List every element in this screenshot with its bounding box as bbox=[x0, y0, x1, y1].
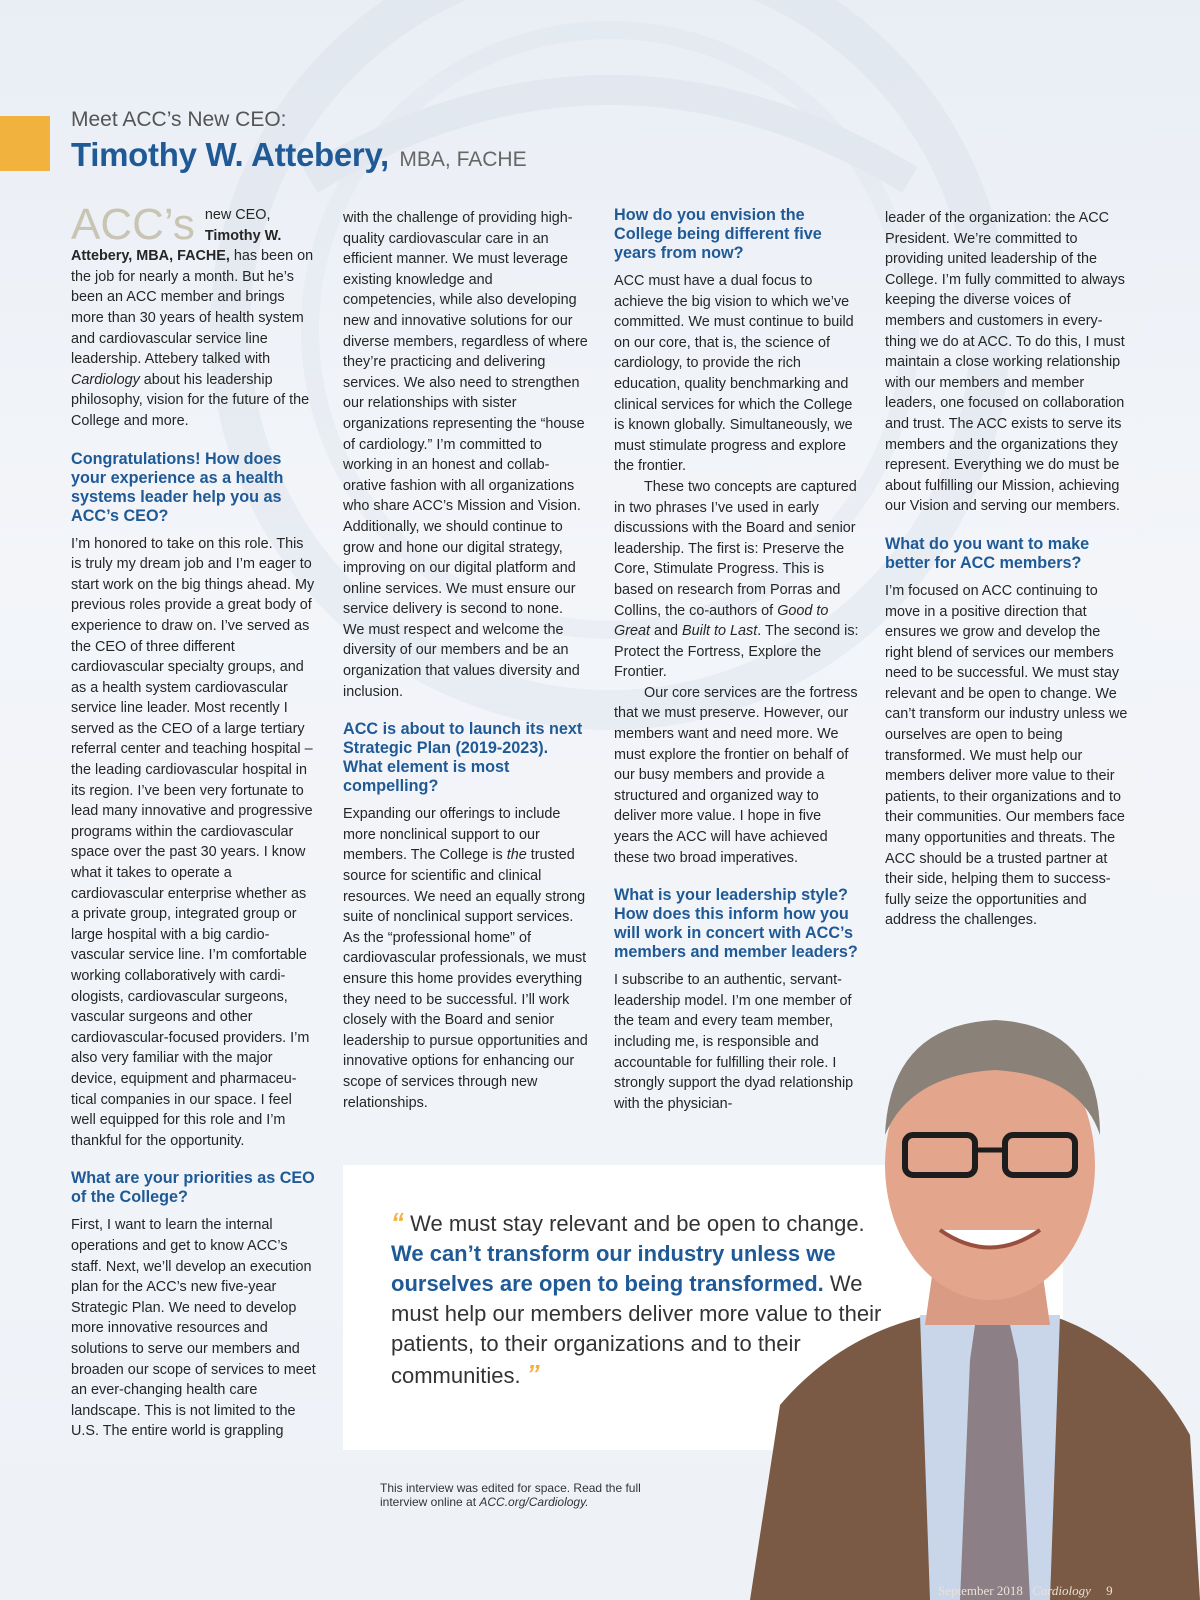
answer-paragraph: Expanding our offerings to include more nonclinical support to our members. The College is the trusted source for scientific and clinical resources. We need an equally strong suite of nonclinical support services. As the “professional home” of cardiovascular professionals, we must ensure this home provides everything they need to be successful. I’ll work closely with the Board and senior leadership to pursue opportunities and innovative options for enhancing our scope of services through new relationships. bbox=[343, 806, 588, 1111]
article-kicker: Meet ACC’s New CEO: bbox=[71, 108, 287, 131]
answer-paragraph: I’m focused on ACC continuing to move in a positive direction that ensures we grow and develop the right blend of services our members need to be successful. We must stay relevant and be open to change. We can’t transform our industry unless we ourselves are open to being transformed. We must help our members deliver more value to their patients, to their organizations and to their communities. Our members face many opportunities and threats. The ACC should be a trusted partner at their side, helping them to success-fully seize the opportunities and address the challenges. bbox=[885, 582, 1128, 929]
page-number: 9 bbox=[1106, 1583, 1113, 1598]
column-2 bbox=[343, 208, 588, 1113]
folio-magazine: Cardiology bbox=[1032, 1583, 1091, 1598]
intro-paragraph: ACC’s new CEO, Timothy W. Attebery, MBA, FACHE, has been on the job for nearly a month. But he’s been an ACC member and brings more than 30 years of health system and cardiovascular service line leadership. Attebery talked with Cardiology about his leadership philosophy, vision for the future of the College and more. bbox=[71, 200, 314, 429]
drop-cap: ACC’s bbox=[71, 200, 195, 249]
question-heading: What are your priorities as CEO of the College? bbox=[71, 1169, 315, 1207]
accent-bar bbox=[0, 116, 50, 171]
column-1 bbox=[71, 200, 316, 1442]
answer-paragraph: I subscribe to an authentic, servant-leadership model. I’m one member of the team and every team member, including me, is responsible and accountable for fulfilling their role. I strongly support the dyad relationship with the physician- bbox=[614, 972, 854, 1112]
open-quote-icon: “ bbox=[391, 1207, 404, 1237]
pull-quote-emphasis: We can’t transform our industry unless we ourselves are open to being transformed. bbox=[391, 1241, 836, 1296]
answer-paragraph: First, I want to learn the internal operations and get to know ACC’s staff. Next, we’ll develop an execution plan for the ACC’s new five-year Strategic Plan. We need to develop more innovative resources and solutions to serve our members and broaden our scope of services to meet an ever-changing health care landscape. This is not limited to the U.S. The entire world is grappling bbox=[71, 1217, 316, 1440]
article-headline bbox=[71, 136, 527, 174]
ceo-credentials: MBA, FACHE bbox=[399, 148, 527, 171]
answer-paragraph: I’m honored to take on this role. This is truly my dream job and I’m eager to start work on the big things ahead. My previous roles provide a great body of experience to draw on. I’ve served as the CEO of three different cardiovascular specialty groups, and as a health system cardiovascular service line leader. Most recently I served as the CEO of a large tertiary referral center and teaching hospital – the leading cardiovascular hospital in its region. I’ve been very fortunate to lead many innovative and progressive programs within the cardiovascular space over the past 30 years. I know what it takes to operate a cardiovascular enterprise whether as a private group, integrated group or large hospital with a big cardio-vascular service line. I’m comfortable working collaboratively with cardi-ologists, cardiovascular surgeons, vascular surgeons and other cardiovascular-focused providers. I’m also very familiar with the major device, equipment and pharmaceu-tical companies in our space. I feel well equipped for this role and I’m thankful for the opportunity. bbox=[71, 535, 315, 1149]
answer-paragraph: ACC must have a dual focus to achieve the big vision to which we’ve committed. We must continue to build on our core, that is, the science of cardiology, to provide the rich education, quality benchmarking and clinical services for which the College is known globally. Simultaneously, we must stimulate progress and explore the frontier. bbox=[614, 273, 854, 475]
question-heading: Congratulations! How does your experience as a health systems leader help you as ACC’s CEO? bbox=[71, 449, 284, 525]
question-heading: ACC is about to launch its next Strategic Plan (2019-2023). What element is most compelling? bbox=[343, 720, 583, 796]
article-link[interactable]: ACC.org/Cardiology. bbox=[479, 1495, 589, 1509]
question-heading: How do you envision the College being different five years from now? bbox=[614, 206, 822, 262]
question-heading: What is your leadership style? How does this inform how you will work in concert with ACC’s members and member leaders? bbox=[614, 886, 858, 962]
page-folio bbox=[938, 1583, 1113, 1599]
ceo-portrait bbox=[720, 965, 1200, 1600]
answer-paragraph: leader of the organization: the ACC President. We’re committed to providing united leadership of the College. I’m fully committed to always keeping the diverse voices of members and customers in every-thing we do at ACC. To do this, I must maintain a close working relationship with our members and member leaders, one focused on collaboration and trust. The ACC exists to serve its members and the organizations they represent. Everything we do must be about fulfilling our Mission, achieving our Vision and serving our members. bbox=[885, 210, 1125, 515]
answer-paragraph: Our core services are the fortress that we must preserve. However, our members want and need more. We must explore the frontier on behalf of our busy members and provide a structured and organized way to deliver more value. I hope in five years the ACC will have achieved these two broad imperatives. bbox=[614, 684, 858, 866]
intro-bold-name: Timothy W. Attebery, MBA, FACHE, bbox=[71, 227, 282, 265]
answer-paragraph: with the challenge of providing high-quality cardiovascular care in an efficient manner. We must leverage existing knowledge and competencies, while also developing new and innovative solutions for our diverse members, regardless of where they’re practicing and delivering services. We also need to strengthen our relationships with sister organizations representing the “house of cardiology.” I’m committed to working in an honest and collab-orative fashion with all organizations who share ACC’s Mission and Vision. Additionally, we should continue to grow and hone our digital strategy, improving on our digital platform and online services. We must ensure our service delivery is second to none. We must respect and welcome the diversity of our members and be an organization that values diversity and inclusion. bbox=[343, 210, 588, 700]
pull-quote: “ We must stay relevant and be open to change. We can’t transform our industry unless we ourselves are open to being transformed. We must help our members deliver more value to their patients, to their organizations and to their communities. ” bbox=[391, 1207, 882, 1389]
column-4 bbox=[885, 208, 1130, 931]
close-quote-icon: ” bbox=[526, 1359, 540, 1389]
issue-date: September 2018 bbox=[938, 1583, 1023, 1598]
question-heading: What do you want to make better for ACC members? bbox=[885, 534, 1090, 572]
editor-note: This interview was edited for space. Read the full interview online at ACC.org/Cardiology. bbox=[380, 1481, 641, 1509]
magazine-name: Cardiology bbox=[71, 371, 140, 388]
ceo-name: Timothy W. Attebery, bbox=[71, 136, 389, 173]
answer-paragraph: These two concepts are captured in two phrases I’ve used in early discussions with the Board and senior leadership. The first is: Preserve the Core, Stimulate Progress. This is based on research from Porras and Collins, the co-authors of Good to Great and Built to Last. The second is: Protect the Fortress, Explore the Frontier. bbox=[614, 478, 859, 681]
